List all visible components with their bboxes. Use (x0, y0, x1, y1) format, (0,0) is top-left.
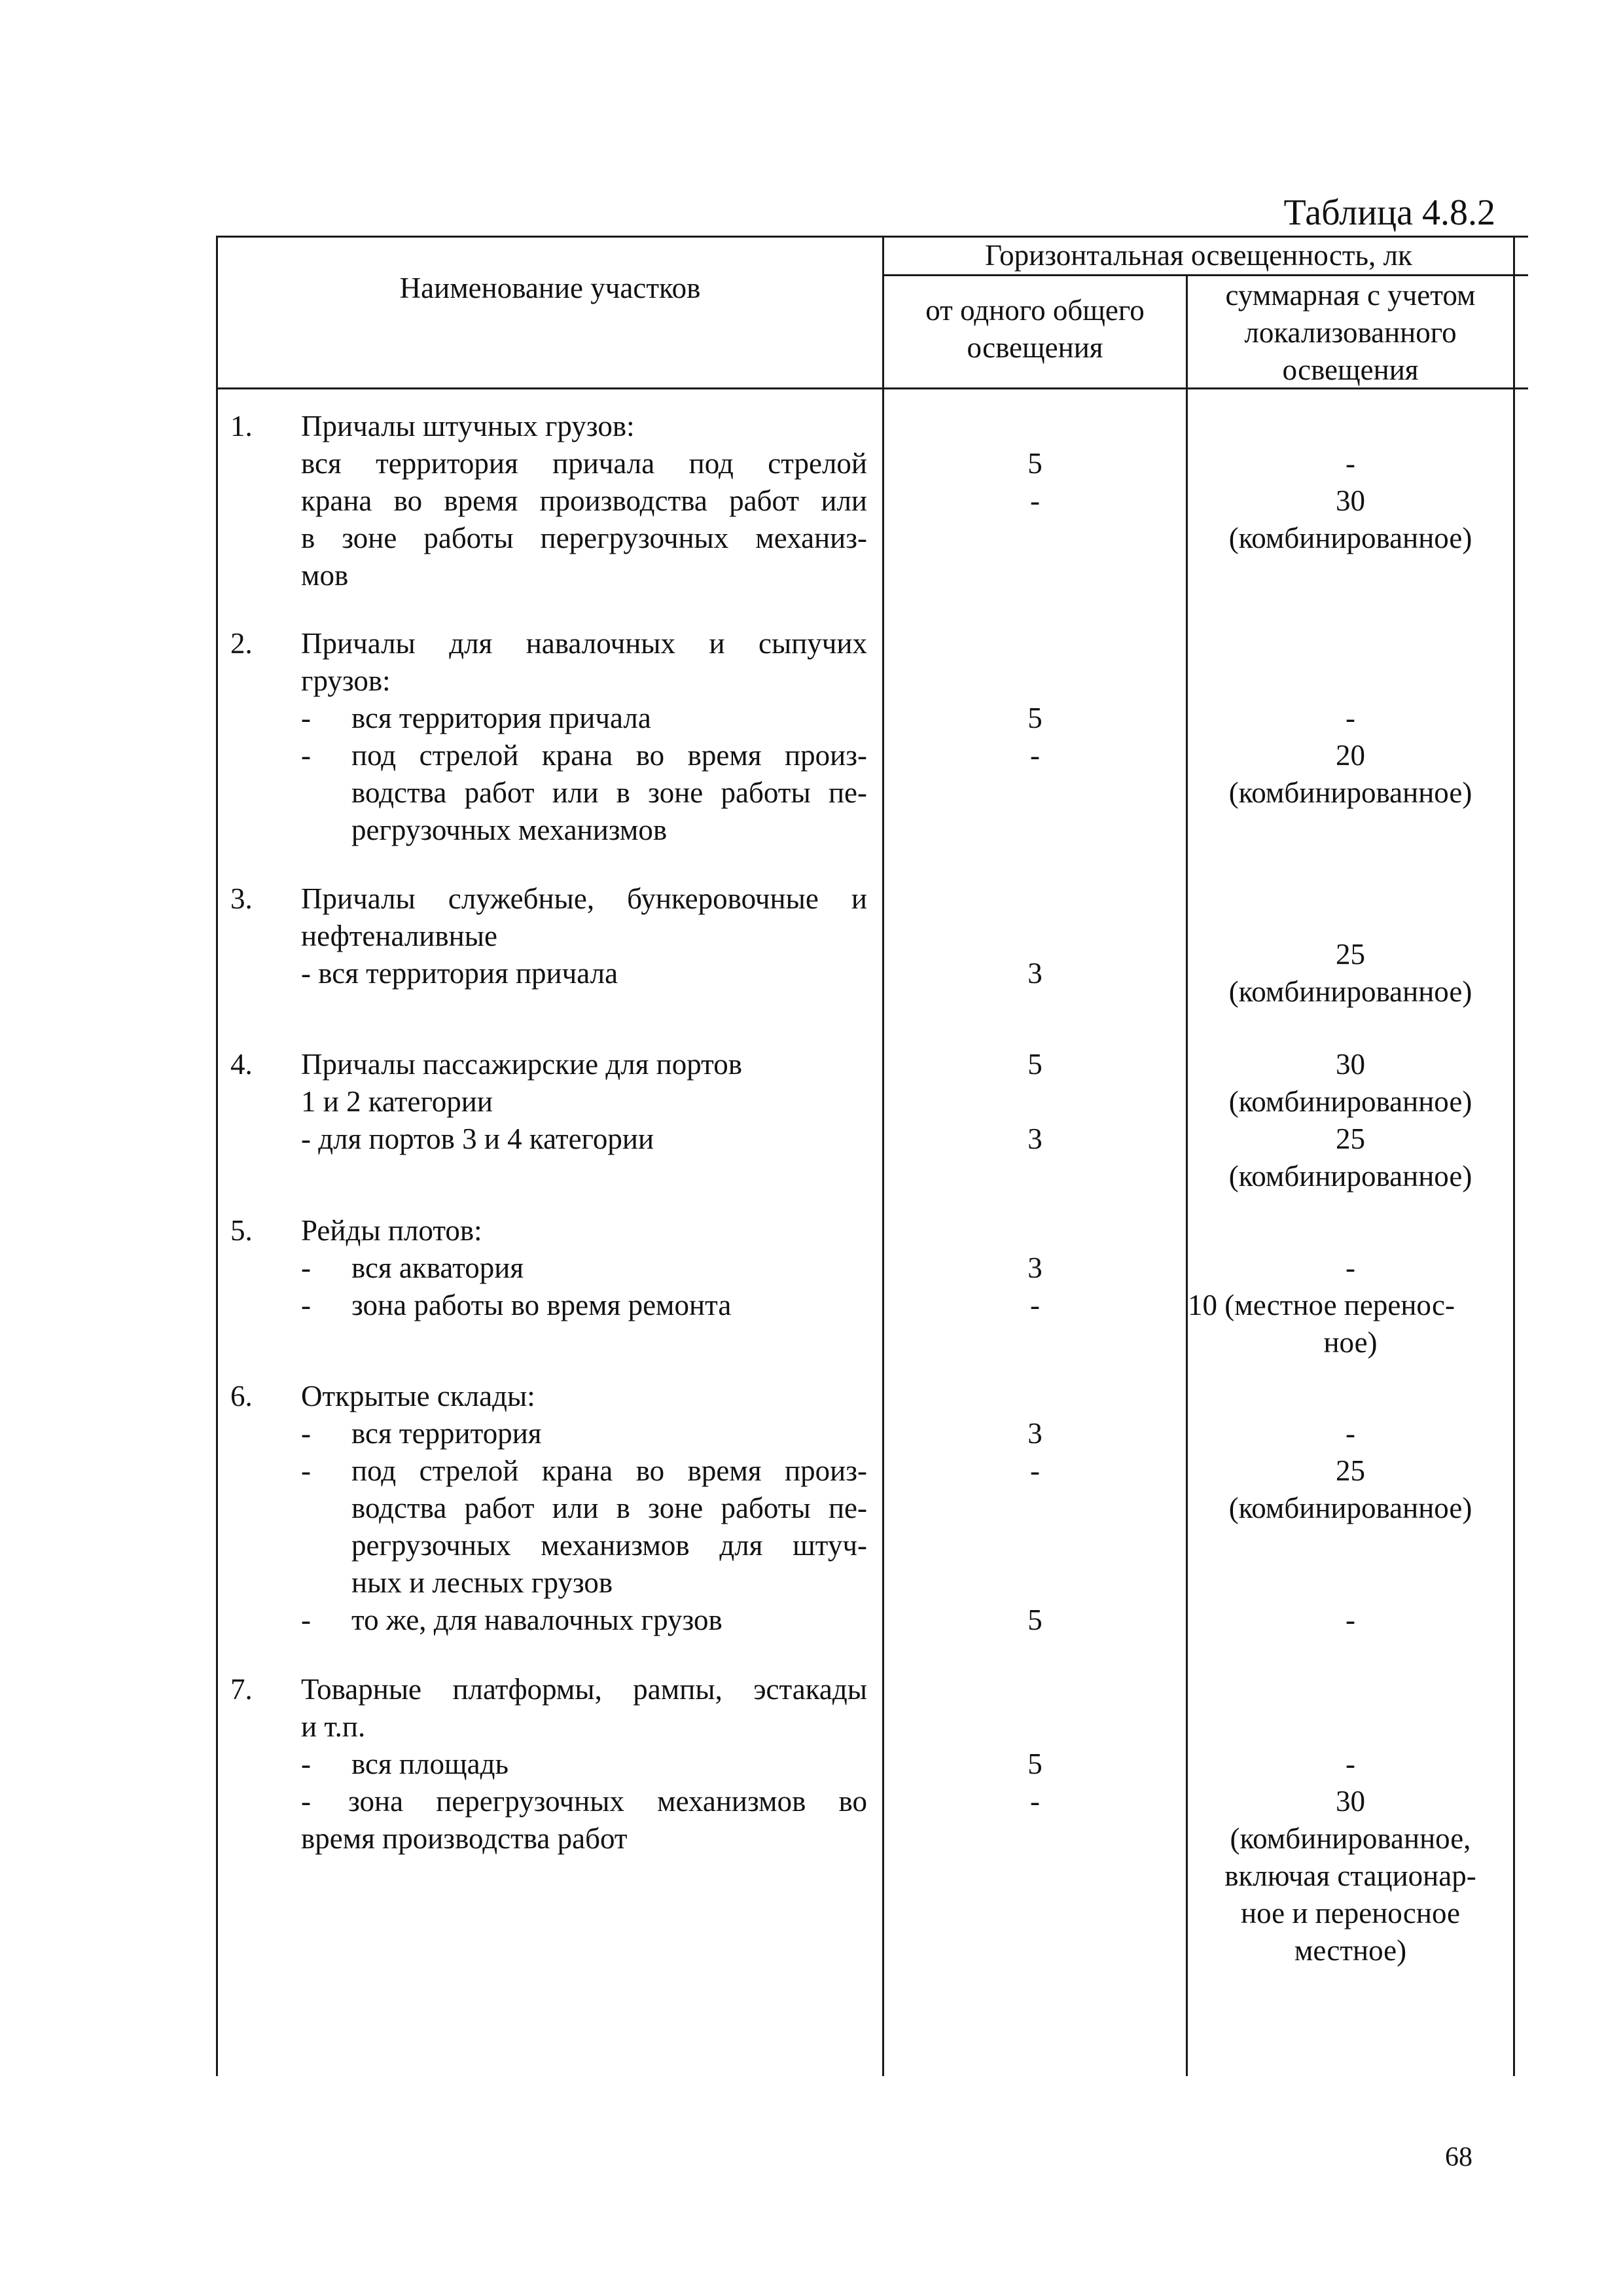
dash-marker: - (301, 1417, 311, 1450)
row-number: 5. (230, 1214, 253, 1247)
row-text-line: время производства работ (301, 1822, 628, 1855)
table-caption: Таблица 4.8.2 (1283, 192, 1495, 233)
row-title: Причалы для навалочных и сыпучих (301, 627, 867, 660)
dash-marker: - (301, 702, 311, 734)
general-value: 5 (1027, 702, 1043, 734)
total-value: (комбинированное) (1228, 776, 1472, 809)
row-text-line: то же, для навалочных грузов (351, 1604, 722, 1636)
header-total-line-2: локализованного (1244, 316, 1457, 349)
general-value: - (1030, 1289, 1040, 1321)
row-title: 1 и 2 категории (301, 1085, 493, 1118)
general-value: - (1030, 1454, 1040, 1487)
total-value: ное) (1323, 1326, 1378, 1359)
row-text-line: вся акватория (351, 1251, 524, 1284)
row-text-line: регрузочных механизмов для штуч- (351, 1529, 867, 1562)
header-name-column: Наименование участков (399, 272, 701, 304)
total-value: 10 (местное перенос- (1188, 1289, 1455, 1321)
row-number: 1. (230, 410, 253, 442)
row-text-line: крана во время производства работ или (301, 484, 867, 517)
row-title: Причалы пассажирские для портов (301, 1048, 742, 1081)
row-text-line: зона перегрузочных механизмов во (348, 1785, 867, 1818)
header-general-line-2: освещения (967, 331, 1103, 364)
total-value: ное и переносное (1241, 1897, 1460, 1929)
total-value: 30 (1336, 484, 1365, 517)
total-value: - (1346, 1604, 1355, 1636)
total-value: 30 (1336, 1785, 1365, 1818)
row-title: Рейды плотов: (301, 1214, 482, 1247)
row-title: Открытые склады: (301, 1380, 535, 1412)
row-title: Причалы штучных грузов: (301, 410, 635, 442)
header-general-line-1: от одного общего (925, 294, 1145, 327)
total-value: (комбинированное) (1228, 1492, 1472, 1524)
row-number: 4. (230, 1048, 253, 1081)
dash-marker: - (301, 1251, 311, 1284)
row-text-line: водства работ или в зоне работы пе- (351, 776, 867, 809)
row-text-line: в зоне работы перегрузочных механиз- (301, 522, 867, 554)
total-value: 25 (1336, 1122, 1365, 1155)
dash-marker: - (301, 1289, 311, 1321)
total-value: 20 (1336, 739, 1365, 772)
total-value: (комбинированное) (1228, 522, 1472, 554)
general-value: 3 (1027, 1251, 1043, 1284)
row-text-line: - для портов 3 и 4 категории (301, 1122, 654, 1155)
header-total-line-3: освещения (1282, 353, 1419, 386)
general-value: 5 (1027, 1048, 1043, 1081)
row-text-line: под стрелой крана во время произ- (351, 739, 867, 772)
row-text-line: вся территория причала (351, 702, 651, 734)
header-total-line-1: суммарная с учетом (1225, 279, 1476, 312)
total-value: - (1346, 702, 1355, 734)
total-value: 30 (1336, 1048, 1365, 1081)
row-number: 7. (230, 1673, 253, 1706)
total-value: (комбинированное, (1230, 1822, 1471, 1855)
general-value: 3 (1027, 1122, 1043, 1155)
header-group-divider (882, 274, 1528, 276)
row-text-line: зона работы во время ремонта (351, 1289, 732, 1321)
total-value: - (1346, 1748, 1355, 1780)
dash-marker: - (301, 739, 311, 772)
total-value: (комбинированное) (1228, 1160, 1472, 1193)
row-text-line: ных и лесных грузов (351, 1566, 613, 1599)
row-text-line: - вся территория причала (301, 957, 618, 990)
table-right-border (1513, 236, 1515, 2076)
row-text-line: мов (301, 559, 349, 592)
general-value: 5 (1027, 447, 1043, 480)
dash-marker: - (301, 1604, 311, 1636)
row-text-line: вся территория причала под стрелой (301, 447, 867, 480)
total-value: (комбинированное) (1228, 1085, 1472, 1118)
row-text-line: под стрелой крана во время произ- (351, 1454, 867, 1487)
total-value: (комбинированное) (1228, 975, 1472, 1008)
general-value: - (1030, 1785, 1040, 1818)
general-value: - (1030, 484, 1040, 517)
row-number: 2. (230, 627, 253, 660)
general-value: - (1030, 739, 1040, 772)
total-value: - (1346, 1417, 1355, 1450)
row-title: нефтеналивные (301, 920, 497, 952)
total-value: - (1346, 447, 1355, 480)
total-value: местное) (1294, 1934, 1407, 1967)
total-value: включая стационар- (1224, 1859, 1476, 1892)
page-number: 68 (1445, 2142, 1472, 2172)
dash-marker: - (301, 1454, 311, 1487)
dash-marker: - (301, 1785, 311, 1818)
total-value: - (1346, 1251, 1355, 1284)
row-title: грузов: (301, 664, 391, 697)
row-text-line: регрузочных механизмов (351, 814, 668, 846)
total-value: 25 (1336, 938, 1365, 971)
total-value: 25 (1336, 1454, 1365, 1487)
dash-marker: - (301, 1748, 311, 1780)
row-number: 6. (230, 1380, 253, 1412)
table-left-border (216, 236, 218, 2076)
general-value: 3 (1027, 957, 1043, 990)
row-title: и т.п. (301, 1710, 366, 1743)
row-text-line: водства работ или в зоне работы пе- (351, 1492, 867, 1524)
general-value: 5 (1027, 1604, 1043, 1636)
row-text-line: вся площадь (351, 1748, 508, 1780)
row-text-line: вся территория (351, 1417, 542, 1450)
row-number: 3. (230, 882, 253, 915)
general-value: 3 (1027, 1417, 1043, 1450)
general-value: 5 (1027, 1748, 1043, 1780)
row-title: Товарные платформы, рампы, эстакады (301, 1673, 867, 1706)
row-title: Причалы служебные, бункеровочные и (301, 882, 867, 915)
header-illumination-group: Горизонтальная освещенность, лк (985, 239, 1412, 272)
